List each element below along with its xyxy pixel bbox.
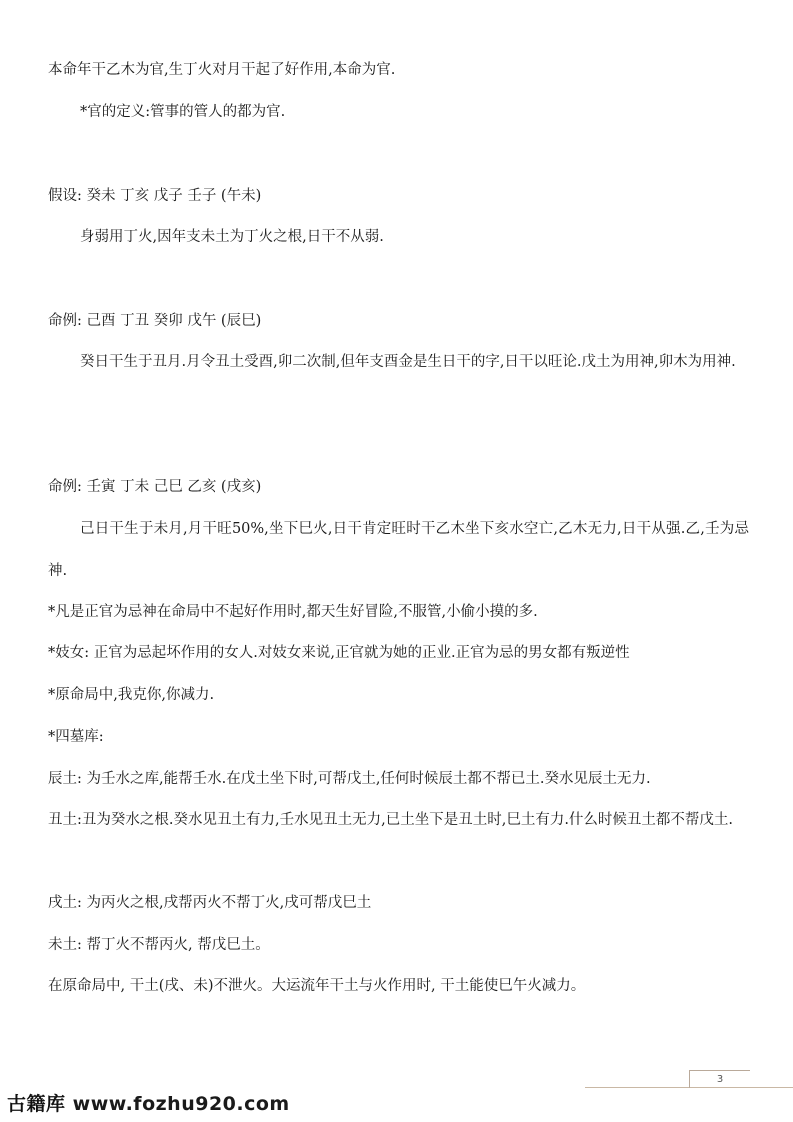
text-line: *原命局中,我克你,你减力.	[48, 687, 215, 703]
watermark-url[interactable]: www.fozhu920.com	[72, 1093, 290, 1115]
text-paragraph: 己日干生于未月,月干旺50%,坐下巳火,日干肯定旺时干乙木坐下亥水空亡,乙木无力,日干从强.乙,壬为忌神.	[48, 521, 749, 579]
text-line: *凡是正官为忌神在命局中不起好作用时,都天生好冒险,不服管,小偷小摸的多.	[48, 604, 538, 620]
text-line: 身弱用丁火,因年支未土为丁火之根,日干不从弱.	[80, 229, 384, 245]
text-line: *官的定义:管事的管人的都为官.	[80, 104, 286, 120]
text-line: 戌土: 为丙火之根,戌帮丙火不帮丁火,戌可帮戊巳土	[48, 895, 372, 911]
text-line: *妓女: 正官为忌起坏作用的女人.对妓女来说,正官就为她的正业.正官为忌的男女都有叛逆性	[48, 645, 630, 661]
footer-watermark	[7, 1089, 290, 1116]
watermark-brand: 古籍库	[7, 1093, 66, 1115]
text-line: 本命年干乙木为官,生丁火对月干起了好作用,本命为官.	[48, 62, 396, 78]
text-line: 未土: 帮丁火不帮丙火, 帮戊巳土。	[48, 937, 270, 953]
text-line: 辰土: 为壬水之库,能帮壬水.在戊土坐下时,可帮戊土,任何时候辰土都不帮已土.癸水见辰土无力.	[48, 771, 651, 787]
text-line: 假设: 癸未 丁亥 戊子 壬子 (午未)	[48, 188, 262, 204]
text-line: 命例: 己酉 丁丑 癸卯 戊午 (辰巳)	[48, 313, 262, 329]
text-line: 在原命局中, 干土(戌、未)不泄火。大运流年干土与火作用时, 干土能使巳午火减力。	[48, 978, 586, 994]
text-line: 命例: 壬寅 丁未 己巳 乙亥 (戌亥)	[48, 479, 262, 495]
text-paragraph: 癸日干生于丑月.月令丑土受酉,卯二次制,但年支酉金是生日干的字,日干以旺论.戊土为用神,卯木为用神.	[80, 354, 736, 370]
text-line: *四墓库:	[48, 729, 104, 745]
text-paragraph: 丑土:丑为癸水之根.癸水见丑土有力,壬水见丑土无力,已土坐下是丑土时,巳土有力.什么时候丑土都不帮戊土.	[48, 812, 734, 828]
page-number: 3	[689, 1070, 750, 1088]
